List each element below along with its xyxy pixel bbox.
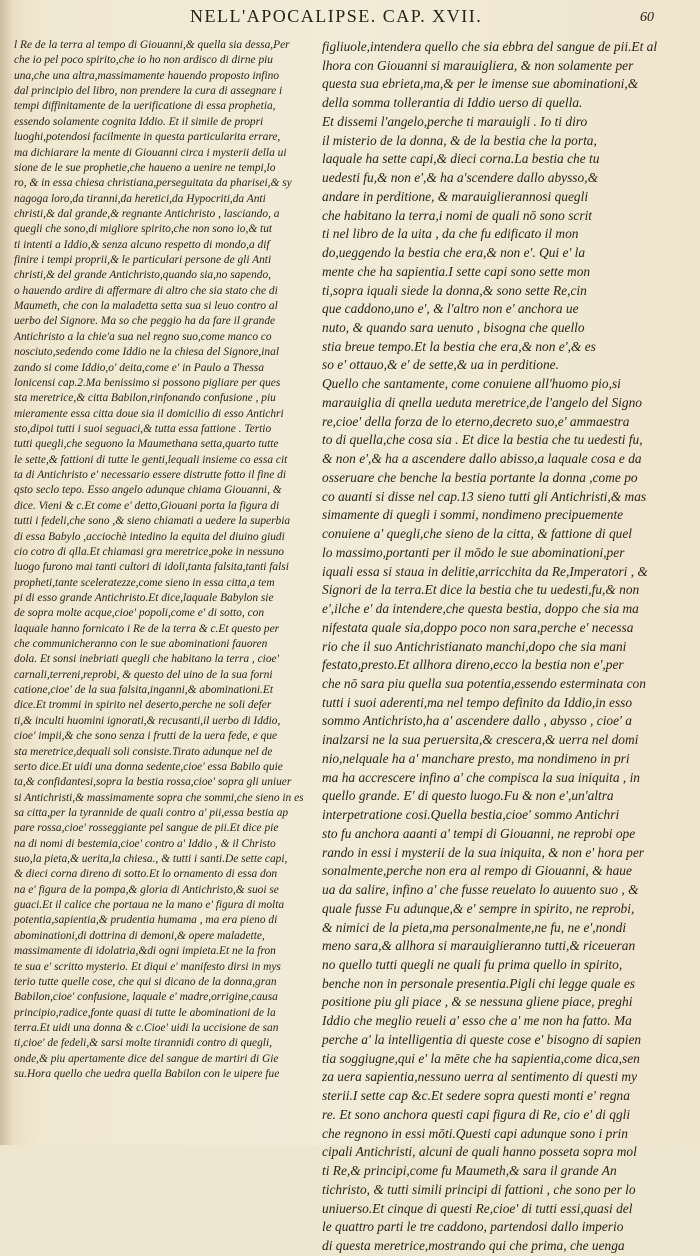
text-line: ti,& inculti huomini ignorati,& recusanti,il uerbo di Iddio, [14,714,281,727]
text-line: na di nomi di bestemia,cioe' contro a' Iddio , & il Christo [14,837,276,850]
text-line: ti nel libro de la uita , da che fu edificato il mon [322,226,579,242]
text-line: sommo Antichristo,ha a' ascendere dallo , abysso , cioe' a [322,713,632,729]
text-line: suo,la pieta,& uerita,la chiesa., & tutti i santi.De sette capi, [14,853,288,866]
text-line: perche a' la intelligentia di queste cose e' bisogno di sapien [322,1031,642,1047]
text-line: figliuole,intendera quello che sia ebbra del sangue de pii.Et al [322,39,658,54]
text-line: le sette,& fattioni di tutte le genti,lequali insieme co essa cit [14,453,288,466]
text-line: Maumeth, che con la maladetta setta sua si leuo contro al [14,300,278,313]
text-line: positione piu gli piace , & se nessuna gliene piace, preghi [322,994,633,1010]
text-line: il misterio de la donna, & de la bestia che la porta, [322,132,597,148]
text-line: principio,radice,fonte quasi di tutte le abominationi de la [14,1006,276,1019]
text-line: tichristo, & tutti simili principi di fattioni , che sono per lo [322,1181,636,1197]
text-line: uedesti fu,& non e',& ha a'scendere dallo abysso,& [322,170,598,186]
text-line: guaci.Et il calice che portaua ne la mano e' figura di molta [14,899,285,912]
text-line: no quello tutti quegli ne quali fu prima quello in spirito, [322,956,623,972]
text-line: re. Et sono anchora questi capi figura di Re, cio e' di qgli [322,1106,631,1122]
text-line: massimamente di idolatria,&di ogni impieta.Et ne la fron [14,945,276,958]
text-line: Quello che santamente, come conuiene all'huomo pio,si [322,376,621,392]
text-line: nifestata quale sia,doppo poco non sara,perche e' necessa [322,619,634,635]
text-line: dice.Et trommi in spirito nel deserto,perche ne soli defer [14,699,272,712]
text-line: della somma tollerantia di Iddio uerso di quella. [322,95,583,111]
text-line: tutti i fedeli,che sono ,& sieno chiamati a uedere la superbia [14,515,291,528]
text-line: andare in perditione, & marauiglierannosi quegli [322,188,589,204]
text-line: che habitano la terra,i nomi de quali nō sono scrit [322,207,593,223]
text-line: de sopra molte acque,cioe' popoli,come e' di sotto, con [14,607,265,620]
text-line: quegli che sono,di migliore spirito,che non sono io,& tut [14,223,273,236]
text-line: & dieci corna direno di sotto.Et lo ornamento di essa don [14,868,278,881]
text-line: ma dichiarare la mente di Giouanni circa i mysterii della ui [14,146,287,159]
text-line: le quattro parti le tre caddono, partendosi dallo imperio [322,1219,624,1235]
text-line: interpetratione cosi.Quella bestia,cioe' sommo Antichri [322,807,620,823]
text-line: o hauendo ardire di affermare di altro che sia stato che di [14,284,278,297]
text-line: te sua e' scritto mysterio. Et diqui e' manifesto dirsi in mys [14,960,281,973]
text-line: Iddio che meglio reueli a' esso che a' me non ha fatto. Ma [322,1013,632,1029]
text-line: tempi diffinitamente de la uerificatione di essa prophetia, [14,100,276,113]
text-line: re,cioe' della forza de lo eterno,decreto suo,e' ammaestra [322,413,630,429]
text-line: ti,cioe' de fedeli,& sarsi molte tirannidi contro di quegli, [14,1037,272,1050]
text-line: tutti i suoi aderenti,ma nel tempo definito da Iddio,in esso [322,694,633,710]
text-line: pare rossa,cioe' rosseggiante pel sangue de pii.Et dice pie [14,822,279,835]
text-line: nagoga loro,da tiranni,da heretici,da Hypocriti,da Anti [14,192,266,205]
text-line: meno sara,& allhora si marauiglieranno tutti,& riceueran [322,938,636,954]
text-line: ua da salire, infino a' che fusse reuelato lo auuento suo , & [322,882,639,898]
text-line: inalzarsi ne la sua peruersita,& crescera,& uerra nel domi [322,732,639,748]
text-line: questa sua ebrieta,ma,& per le imense sue abominationi,& [322,76,639,92]
text-line: sta meretrice,dequali soli consiste.Tirato adunque nel de [14,745,273,758]
text-line: lo massimo,portanti per il mōdo le sue abominationi,per [322,544,625,560]
text-line: cipali Antichristi, alcuni de quali hanno posseta sopra mol [322,1144,637,1160]
text-line: sione de le sue prophetie,che haueno a uenire ne tempi,lo [14,161,276,174]
page-number: 60 [640,10,654,25]
text-line: una,che una altra,massimamente hauendo proposto infino [14,69,280,82]
text-line: laquale hanno fornicato i Re de la terra & c.Et questo per [14,622,280,635]
text-line: benche non in personale presentia.Pigli chi legge quale es [322,975,635,991]
text-line: propheti,tante sceleratezze,come sieno in essa citta,a tem [14,576,275,589]
text-line: mente che ha sapientia.I sette capi sono sette mon [322,263,591,279]
text-line: luogo furono mai tanti cultori di idoli,tanta falsita,tanti falsi [14,561,289,574]
text-line: laquale ha sette capi,& dieci corna.La bestia che tu [322,151,600,167]
text-line: zando si come Iddio,o' deita,come e' in Paulo a Thessa [14,361,265,374]
text-line: que caddono,uno e', & l'altro non e' anchora ue [322,301,579,317]
text-line: sonalmente,perche non era al rempo di Giouanni, & haue [322,863,632,879]
text-line: tia soggiugne,qui e' la mēte che ha sapientia,come dica,sen [322,1050,640,1066]
text-line: su.Hora quello che uedra quella Babilon con le uipere fue [14,1068,280,1081]
left-column [14,38,310,1082]
text-line: e',ilche e' da intendere,che questa bestia, doppo che sia ma [322,601,639,617]
text-line: terio tutte quelle cose, che qui si dicano de la donna,gran [14,975,277,988]
text-line: so e' ottauo,& e' de sette,& ua in perditione. [322,357,559,373]
text-line: onde,& piu apertamente dice del sangue de martiri di Gie [14,1052,279,1065]
text-line: lonicensi cap.2.Ma benissimo si possono pigliare per ques [14,376,281,389]
text-line: dal principio del libro, non prendere la cura di assegnare i [14,85,283,98]
text-line: stia breue tempo.Et la bestia che era,& non e',& es [322,338,596,354]
text-line: conuiene a' quegli,che sieno de la citta, & fattione di quel [322,526,633,542]
text-line: ro, & in essa chiesa christiana,perseguitata da pharisei,& sy [14,177,292,190]
text-line: dice. Vieni & c.Et come e' detto,Giouani porta la figura di [14,499,280,512]
text-line: si Antichristi,& massimamente sopra che sommi,che sieno in es [14,791,304,804]
text-line: che communicheranno con le sue abominationi fauoren [14,638,268,651]
text-line: di essa Babylo ,acciochè intedino la equita del diuino giudi [14,530,285,543]
text-line: & non e',& ha a ascendere dallo abisso,a laquale cosa e da [322,451,642,467]
text-line: nio,nelquale ha a' manchare presto, ma nondimeno in pri [322,750,630,766]
text-line: sto fu anchora aaanti a' tempi di Giouanni, ne reprobi ope [322,825,636,841]
text-line: christi,& del grande Antichristo,quando sia,no sapendo, [14,269,272,282]
text-line: na e' figura de la pompa,& gloria di Antichristo,& suoi se [14,883,279,896]
text-line: ta di Antichristo e' necessario essere distrutte fotto il fine di [14,469,286,482]
text-line: uniuerso.Et cinque di questi Re,cioe' di tutti essi,quasi del [322,1200,633,1216]
text-line: lhora con Giouanni si marauigliera, & non solamente per [322,57,634,73]
text-line: simamente di quegli i sommi, nondimeno precipuemente [322,507,624,523]
text-line: pi di esso grande Antichristo.Et dice,laquale Babylon sie [14,591,274,604]
text-line: tutti quegli,che seguono la Maumethana setta,quarto tutte [14,438,279,451]
text-line: nosciuto,sedendo come Iddio ne la chiesa del Signore,inal [14,346,279,359]
text-line: quello grande. E' di questo luogo.Fu & non e',un'altra [322,788,614,804]
text-line: terra.Et uidi una donna & c.Cioe' uidi la uccisione de san [14,1022,279,1034]
text-line: za uera sapientia,nessuno uerra al sentimento di questi my [322,1069,638,1085]
text-line: l Re de la terra al tempo di Giouanni,& quella sia dessa,Per [14,39,290,51]
text-line: cio cotro di qlla.Et chiamasi gra meretrice,poke in nessuno [14,545,284,558]
running-head: NELL'APOCALIPSE. CAP. XVII. [190,6,483,26]
text-line: uerbo del Signore. Ma so che peggio ha da fare il grande [14,315,276,328]
text-line: cioe' impii,& che sono senza i frutti de la uera fede, e que [14,730,278,743]
text-line: sta meretrice,& citta Babilon,rinfonando confusione , piu [14,392,276,405]
text-line: festato,presto.Et allhora direno,ecco la bestia non e',per [322,657,624,673]
text-line: mieramente essa citta doue sia il domicilio di esso Antichri [14,407,284,420]
text-line: dola. Et sonsi inebriati quegli che habitano la terra , cioe' [14,653,280,666]
text-line: finire i tempi proprii,& le particulari persone de gli Anti [14,254,272,267]
text-line: luoghi,potendosi facilmente in questa particularita errare, [14,131,281,144]
text-line: osseruare che benche la bestia portante la donna ,come po [322,469,638,485]
text-line: che nō sara piu quella sua potentia,essendo esterminata con [322,675,646,691]
text-line: Et dissemi l'angelo,perche ti marauigli . Io ti diro [322,113,588,129]
text-line: ti intenti a Iddio,& senza alcuno respetto di mondo,a dif [14,238,270,251]
text-line: iquali essa si staua in delitie,arricchita da Re,Imperatori , & [322,563,648,579]
text-line: do,ueggendo la bestia che era,& non e'. Qui e' la [322,245,586,261]
text-line: christi,& dal grande,& regnante Antichristo , lasciando, a [14,207,280,220]
text-line: Antichristo a la chie'a sua nel regno suo,come manco co [14,330,272,343]
text-line: essendo solamente cognita Iddio. Et il simile de propri [14,115,264,128]
text-line: sto,dipoi tutti i suoi seguaci,& tutta essa fattione . Tertio [14,422,272,435]
text-line: nuto, & quando sara uenuto , bisogna che quello [322,320,585,336]
text-line: serto dice.Et uidi una donna sedente,cioe' essa Babilo quie [14,760,283,773]
text-line: ti Re,& principi,come fu Maumeth,& sara il grande An [322,1163,617,1179]
text-line: rando in essi i mysterii de la sua iniquita, & non e' hora per [322,844,644,860]
text-line: Babilon,cioe' confusione, laquale e' madre,orrigine,causa [14,991,278,1004]
text-line: rio che il suo Antichristianato manchi,dopo che sia mani [322,638,627,654]
text-line: catione,cioe' de la sua falsita,inganni,& abominationi.Et [14,684,274,697]
text-line: che regnono in essi mōti.Questi capi adunque sono i prin [322,1125,628,1141]
text-line: di questa meretrice,mostrando qui che prima, che uenga [322,1238,625,1253]
text-line: potentia,sapientia,& prudentia humama , ma era pieno di [14,914,278,927]
text-line: ti,sopra iquali siede la donna,& sono sette Re,cin [322,282,587,298]
page-header [0,6,700,36]
text-line: qsto seclo tepo. Esso angelo adunque chiama Giouanni, & [14,484,282,497]
text-line: co auanti si disse nel cap.13 sieno tutti gli Antichristi,& mas [322,488,647,504]
text-line: Signori de la terra.Et dice la bestia che tu uedesti,fu,& non [322,582,640,598]
gutter-shadow [0,0,14,1145]
text-line: to di quella,che cosa sia . Et dice la bestia che tu uedesti fu, [322,432,643,448]
text-line: ma ha accrescere infino a' che compisca la sua iniquita , in [322,769,640,785]
text-line: carnali,terreni,reprobi, & questo del uino de la sua forni [14,668,273,681]
text-line: ta,& confidantesi,sopra la bestia rossa,cioe' sopra gli uniuer [14,776,292,789]
text-line: & nimici de la pieta,ma personalmente,ne fu, ne e',nondi [322,919,627,935]
text-line: che io pel poco spirito,che io ho non ardisco di dirne piu [14,54,273,67]
text-line: sterii.I sette cap &c.Et sedere sopra questi monti e' regna [322,1088,630,1104]
text-line: quale fusse Fu adunque,& e' sempre in spirito, ne reprobi, [322,900,635,916]
text-line: abominationi,di dottrina di demoni,& opere maladette, [14,929,265,942]
right-column [322,38,694,1256]
text-line: sa citta,per la tyrannide de quali contro a' pii,essa bestia ap [14,806,289,819]
text-line: marauiglia di qnella ueduta meretrice,de l'angelo del Signo [322,394,642,410]
